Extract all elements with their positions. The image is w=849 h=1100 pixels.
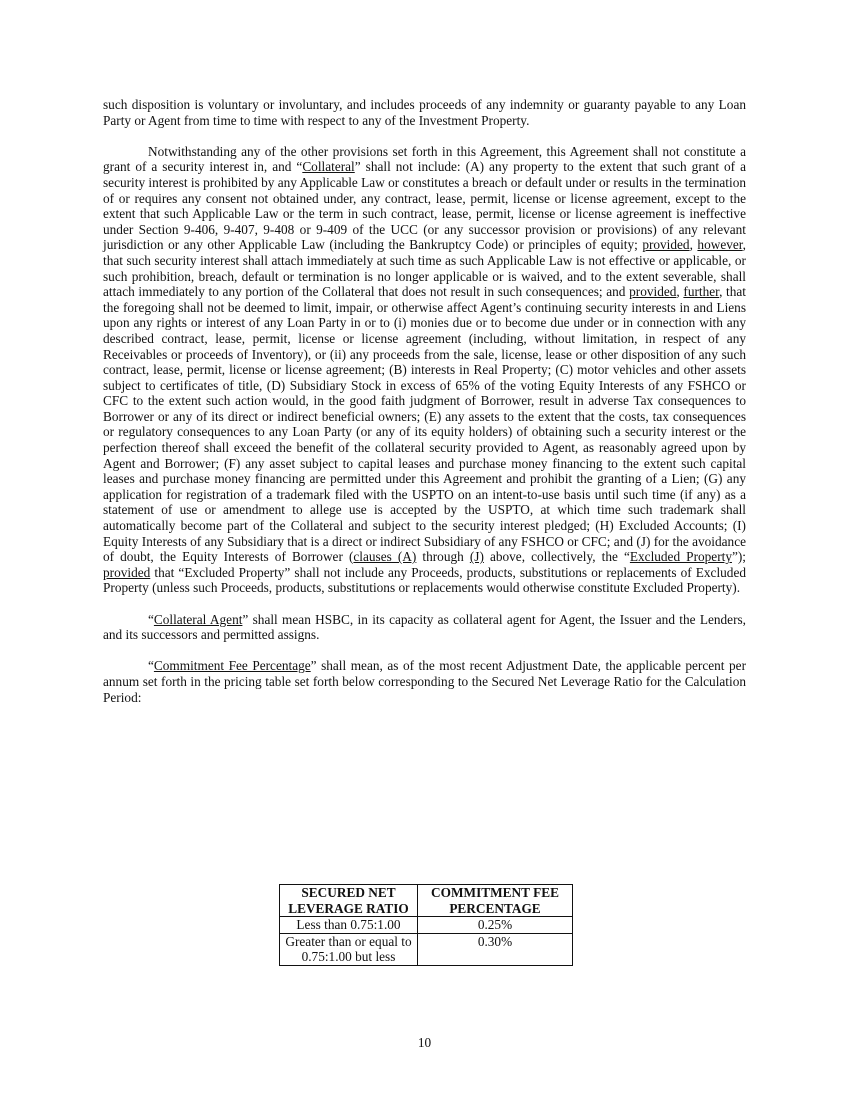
paragraph-collateral-exclusions: Notwithstanding any of the other provisions set forth in this Agreement, this Agreement shall not constitute a grant of a security interest in, and “Collateral” shall not include: (A) any property to the extent that such grant of a security interest is prohibited by any Applicable Law or constitutes a breach or default under or results in the termination of or requires any consent not obtained under, any contract, lease, permit, license or license agreement, except to the extent that such Applicable Law or the term in such contract, lease, permit, license or license agreement is ineffective under Section 9-406, 9-407, 9-408 or 9-409 of the UCC (or any successor provision or provisions) of any relevant jurisdiction or any other Applicable Law (including the Bankruptcy Code) or principles of equity; provided, however, that such security interest shall attach immediately at such time as such Applicable Law is not effective or applicable, or such prohibition, breach, default or termination is no longer applicable or is waived, and to the extent severable, shall attach immediately to any portion of the Collateral that does not result in such consequences; and provided, further, that the foregoing shall not be deemed to limit, impair, or otherwise affect Agent’s continuing security interests in and Liens upon any rights or interest of any Loan Party in or to (i) monies due or to become due under or in connection with any described contract, lease, permit, license or license agreement (including, without limitation, in respect of any Receivables or proceeds of Inventory), or (ii) any proceeds from the sale, license, lease or other disposition of any such contract, lease, permit, license or license agreement; (B) interests in Real Property; (C) motor vehicles and other assets subject to certificates of title, (D) Subsidiary Stock in excess of 65% of the voting Equity Interests of any FSHCO or CFC to the extent such action would, in the good faith judgment of Borrower, result in adverse Tax consequences to Borrower or any of its direct or indirect beneficial owners; (E) any assets to the extent that the costs, tax consequences or regulatory consequences to any Loan Party (or any of its equity holders) of obtaining such a security interest or the perfection thereof shall exceed the benefit of the collateral security provided to Agent, as reasonably agreed upon by Agent and Borrower; (F) any asset subject to capital leases and purchase money financing to the extent such capital leases and purchase money financing are permitted under this Agreement and prohibit the granting of a Lien; (G) any application for registration of a trademark filed with the USPTO on an intent-to-use basis until such time (if any) as a statement of use or amendment to allege use is accepted by the USPTO, at which time such trademark shall automatically become part of the Collateral and subject to the security interest pledged; (H) Excluded Accounts; (I) Equity Interests of any Subsidiary that is a direct or indirect Subsidiary of any FSHCO or CFC; and (J) for the avoidance of doubt, the Equity Interests of Borrower (clauses (A) through (J) above, collectively, the “Excluded Property”); provided that “Excluded Property” shall not include any Proceeds, products, substitutions or replacements of Excluded Property (unless such Proceeds, products, substitutions or replacements would otherwise constitute Excluded Property). xyxy=(103,143,746,596)
table-row xyxy=(280,933,573,965)
defined-term-commitment-fee-percentage: Commitment Fee Percentage xyxy=(153,658,311,674)
term-however: however xyxy=(697,237,743,253)
fee-cell: 0.25% xyxy=(418,917,573,934)
pricing-table xyxy=(279,884,573,966)
defined-term-excluded-property: Excluded Property xyxy=(629,549,732,565)
fee-cell: 0.30% xyxy=(418,933,573,965)
reference-clauses-a: clauses (A) xyxy=(353,549,417,565)
defined-term-collateral-agent: Collateral Agent xyxy=(153,611,243,627)
document-body xyxy=(103,97,746,705)
term-provided: provided xyxy=(642,237,690,253)
pricing-table-header-row xyxy=(280,885,573,917)
paragraph-collateral-agent: “Collateral Agent” shall mean HSBC, in its capacity as collateral agent for Agent, the Issuer and the Lenders, and its successors and permitted assigns. xyxy=(103,611,747,643)
term-provided-2: provided xyxy=(629,284,677,300)
page-number: 10 xyxy=(417,1035,432,1050)
reference-clause-j: (J) xyxy=(469,549,484,565)
table-row xyxy=(280,917,573,934)
header-secured-net-leverage-ratio: SECURED NET LEVERAGE RATIO xyxy=(280,885,418,917)
term-further: further xyxy=(683,284,720,300)
paragraph-commitment-fee: “Commitment Fee Percentage” shall mean, as of the most recent Adjustment Date, the applicable percent per annum set forth in the pricing table set forth below corresponding to the Secured Net Leverage Ratio for the Calculation Period: xyxy=(103,658,746,705)
paragraph-investment-property: such disposition is voluntary or involuntary, and includes proceeds of any indemnity or guaranty payable to any Loan Party or Agent from time to time with respect to any of the Investment Property. xyxy=(103,97,746,128)
term-provided-3: provided xyxy=(103,564,151,580)
defined-term-collateral: Collateral xyxy=(302,159,355,175)
ratio-cell: Greater than or equal to 0.75:1.00 but less xyxy=(280,933,418,965)
ratio-cell: Less than 0.75:1.00 xyxy=(280,917,418,934)
header-commitment-fee-percentage: COMMITMENT FEE PERCENTAGE xyxy=(418,885,573,917)
